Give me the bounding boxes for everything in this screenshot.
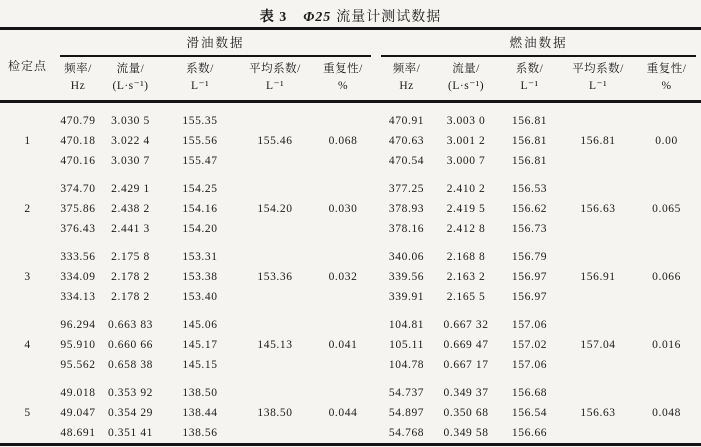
calibration-point-cell xyxy=(0,307,55,335)
group-header-fuel-oil-label: 燃油数据 xyxy=(381,30,696,57)
group-header-row xyxy=(0,29,701,58)
fuel-coefficient-cell: 156.73 xyxy=(511,223,548,235)
lube-frequency-cell: 49.018 xyxy=(60,387,96,399)
lube-repeatability-cell xyxy=(310,171,376,199)
lube-flow-cell: 0.658 38 xyxy=(107,359,154,371)
lube-coefficient-cell: 155.35 xyxy=(182,115,218,127)
fuel-flow-cell: 0.349 37 xyxy=(443,387,489,399)
lube-repeatability-cell: 0.032 xyxy=(328,271,358,283)
lube-average-cell xyxy=(240,102,310,132)
header-unit: Hz xyxy=(70,80,86,92)
fuel-repeatability-cell: 0.048 xyxy=(652,407,681,419)
data-row xyxy=(0,423,701,445)
fuel-repeatability-cell: 0.066 xyxy=(652,271,681,283)
fuel-average-cell: 156.91 xyxy=(580,271,616,283)
header-line: 系数/ xyxy=(186,63,214,75)
fuel-frequency-cell: 340.06 xyxy=(388,251,425,263)
column-header-fuel-coefficient xyxy=(495,57,564,102)
lube-average-cell: 145.13 xyxy=(257,339,293,351)
fuel-repeatability-cell xyxy=(632,171,701,199)
fuel-repeatability-cell xyxy=(632,239,701,267)
fuel-coefficient-cell: 156.79 xyxy=(511,251,548,263)
fuel-coefficient-cell: 156.81 xyxy=(511,155,548,167)
column-header-lube-frequency xyxy=(55,57,101,102)
lube-coefficient-cell: 138.50 xyxy=(182,387,218,399)
fuel-coefficient-cell: 157.06 xyxy=(511,359,548,371)
fuel-average-cell: 157.04 xyxy=(580,339,616,351)
lube-repeatability-cell xyxy=(310,375,376,403)
lube-flow-cell: 0.660 66 xyxy=(107,339,154,351)
calibration-point-cell xyxy=(0,239,55,267)
column-header-lube-average-coefficient xyxy=(240,57,310,102)
calibration-point-cell xyxy=(0,375,55,403)
lube-flow-cell: 2.178 2 xyxy=(111,291,150,303)
lube-frequency-cell: 48.691 xyxy=(60,427,96,439)
fuel-flow-cell: 2.168 8 xyxy=(446,251,486,263)
lube-repeatability-cell: 0.030 xyxy=(328,203,358,215)
calibration-point-cell: 2 xyxy=(24,203,31,215)
column-header-lube-repeatability xyxy=(310,57,376,102)
group-header-fuel-oil xyxy=(376,29,701,58)
lube-flow-cell: 0.353 92 xyxy=(107,387,154,399)
fuel-frequency-cell: 377.25 xyxy=(388,183,425,195)
column-header-calibration-point: 检定点 xyxy=(0,29,55,102)
fuel-coefficient-cell: 156.97 xyxy=(511,271,548,283)
fuel-frequency-cell: 470.63 xyxy=(388,135,425,147)
fuel-flow-cell: 0.667 32 xyxy=(443,319,489,331)
column-header-lube-coefficient xyxy=(160,57,240,102)
lube-coefficient-cell: 138.44 xyxy=(182,407,218,419)
fuel-average-cell xyxy=(564,307,632,335)
calibration-point-cell xyxy=(0,219,55,239)
fuel-flow-cell: 2.412 8 xyxy=(446,223,486,235)
group-header-lube-oil xyxy=(55,29,376,58)
fuel-coefficient-cell: 157.06 xyxy=(511,319,548,331)
lube-flow-cell: 2.429 1 xyxy=(111,183,150,195)
lube-frequency-cell: 374.70 xyxy=(60,183,96,195)
calibration-point-cell xyxy=(0,423,55,445)
data-row xyxy=(0,219,701,239)
fuel-coefficient-cell: 157.02 xyxy=(511,339,548,351)
sub-header-row xyxy=(0,57,701,102)
lube-repeatability-cell xyxy=(310,423,376,445)
fuel-repeatability-cell xyxy=(632,287,701,307)
lube-flow-cell: 2.178 2 xyxy=(111,271,150,283)
lube-average-cell xyxy=(240,375,310,403)
lube-frequency-cell: 95.910 xyxy=(60,339,96,351)
header-unit: L⁻¹ xyxy=(520,80,539,92)
table-number: 表 3 xyxy=(259,10,288,25)
data-row xyxy=(0,267,701,287)
fuel-flow-cell: 2.165 5 xyxy=(446,291,486,303)
header-line: 流量/ xyxy=(452,63,480,75)
header-line: 系数/ xyxy=(515,63,544,75)
fuel-flow-cell: 0.669 47 xyxy=(443,339,489,351)
fuel-repeatability-cell xyxy=(632,355,701,375)
fuel-average-cell xyxy=(564,151,632,171)
lube-flow-cell: 3.030 7 xyxy=(111,155,150,167)
lube-repeatability-cell xyxy=(310,151,376,171)
fuel-average-cell: 156.81 xyxy=(580,135,616,147)
table-body xyxy=(0,102,701,445)
table-header xyxy=(0,29,701,102)
lube-coefficient-cell: 154.20 xyxy=(182,223,218,235)
header-line: 频率/ xyxy=(64,63,92,75)
fuel-coefficient-cell: 156.81 xyxy=(511,135,548,147)
header-unit: (L·s⁻¹) xyxy=(112,80,149,92)
fuel-frequency-cell: 104.81 xyxy=(388,319,425,331)
lube-flow-cell: 2.438 2 xyxy=(111,203,150,215)
lube-repeatability-cell: 0.068 xyxy=(328,135,358,147)
lube-repeatability-cell: 0.044 xyxy=(328,407,358,419)
fuel-repeatability-cell: 0.065 xyxy=(652,203,681,215)
fuel-flow-cell: 2.419 5 xyxy=(446,203,486,215)
lube-average-cell xyxy=(240,239,310,267)
lube-flow-cell: 2.175 8 xyxy=(111,251,150,263)
lube-average-cell: 138.50 xyxy=(257,407,293,419)
data-row xyxy=(0,151,701,171)
fuel-repeatability-cell xyxy=(632,423,701,445)
fuel-frequency-cell: 105.11 xyxy=(389,339,424,351)
lube-frequency-cell: 96.294 xyxy=(60,319,96,331)
fuel-average-cell xyxy=(564,239,632,267)
calibration-point-cell: 5 xyxy=(24,407,31,419)
lube-repeatability-cell xyxy=(310,239,376,267)
lube-repeatability-cell xyxy=(310,307,376,335)
fuel-flow-cell: 0.349 58 xyxy=(443,427,489,439)
fuel-frequency-cell: 378.16 xyxy=(388,223,425,235)
header-unit: % xyxy=(337,80,349,92)
column-header-lube-flow xyxy=(101,57,160,102)
lube-frequency-cell: 470.79 xyxy=(60,115,96,127)
lube-average-cell xyxy=(240,355,310,375)
fuel-frequency-cell: 54.897 xyxy=(388,407,425,419)
lube-flow-cell: 3.022 4 xyxy=(111,135,150,147)
fuel-flow-cell: 0.667 17 xyxy=(443,359,489,371)
data-row xyxy=(0,335,701,355)
fuel-flow-cell: 2.163 2 xyxy=(446,271,486,283)
lube-coefficient-cell: 153.38 xyxy=(182,271,218,283)
lube-flow-cell: 0.663 83 xyxy=(107,319,154,331)
data-row xyxy=(0,307,701,335)
header-unit: % xyxy=(661,80,672,92)
lube-frequency-cell: 376.43 xyxy=(60,223,96,235)
data-row xyxy=(0,239,701,267)
fuel-repeatability-cell: 0.016 xyxy=(652,339,681,351)
flowmeter-test-data-table xyxy=(0,27,701,446)
fuel-frequency-cell: 470.91 xyxy=(388,115,425,127)
data-row xyxy=(0,102,701,132)
fuel-flow-cell: 2.410 2 xyxy=(446,183,486,195)
header-unit: Hz xyxy=(399,80,414,92)
fuel-repeatability-cell xyxy=(632,219,701,239)
fuel-flow-cell: 3.001 2 xyxy=(446,135,486,147)
lube-average-cell xyxy=(240,287,310,307)
fuel-coefficient-cell: 156.53 xyxy=(511,183,548,195)
data-row xyxy=(0,403,701,423)
lube-frequency-cell: 49.047 xyxy=(60,407,96,419)
fuel-average-cell xyxy=(564,219,632,239)
lube-average-cell xyxy=(240,151,310,171)
fuel-coefficient-cell: 156.81 xyxy=(511,115,548,127)
fuel-repeatability-cell xyxy=(632,151,701,171)
fuel-average-cell: 156.63 xyxy=(580,203,616,215)
lube-frequency-cell: 95.562 xyxy=(60,359,96,371)
lube-average-cell: 153.36 xyxy=(257,271,293,283)
lube-flow-cell: 3.030 5 xyxy=(111,115,150,127)
fuel-average-cell: 156.63 xyxy=(580,407,616,419)
data-row xyxy=(0,375,701,403)
lube-frequency-cell: 470.16 xyxy=(60,155,96,167)
header-unit: L⁻¹ xyxy=(190,80,210,92)
lube-flow-cell: 2.441 3 xyxy=(111,223,150,235)
lube-coefficient-cell: 155.56 xyxy=(182,135,218,147)
header-unit: L⁻¹ xyxy=(265,80,285,92)
fuel-average-cell xyxy=(564,423,632,445)
fuel-frequency-cell: 378.93 xyxy=(388,203,425,215)
fuel-average-cell xyxy=(564,287,632,307)
lube-coefficient-cell: 153.31 xyxy=(182,251,218,263)
header-line: 流量/ xyxy=(116,63,145,75)
lube-coefficient-cell: 145.15 xyxy=(182,359,218,371)
flowmeter-model: Φ25 xyxy=(303,10,332,25)
fuel-frequency-cell: 104.78 xyxy=(388,359,425,371)
lube-coefficient-cell: 153.40 xyxy=(182,291,218,303)
fuel-average-cell xyxy=(564,102,632,132)
lube-average-cell xyxy=(240,307,310,335)
column-header-fuel-average-coefficient xyxy=(564,57,632,102)
lube-repeatability-cell: 0.041 xyxy=(328,339,358,351)
calibration-point-cell xyxy=(0,355,55,375)
lube-average-cell: 155.46 xyxy=(257,135,293,147)
lube-average-cell: 154.20 xyxy=(257,203,293,215)
calibration-point-cell: 1 xyxy=(24,135,31,147)
lube-coefficient-cell: 155.47 xyxy=(182,155,218,167)
fuel-frequency-cell: 470.54 xyxy=(388,155,425,167)
lube-frequency-cell: 375.86 xyxy=(60,203,96,215)
lube-average-cell xyxy=(240,423,310,445)
header-line: 重复性/ xyxy=(646,63,687,75)
lube-repeatability-cell xyxy=(310,355,376,375)
lube-frequency-cell: 334.09 xyxy=(60,271,96,283)
lube-average-cell xyxy=(240,219,310,239)
fuel-average-cell xyxy=(564,375,632,403)
lube-coefficient-cell: 145.06 xyxy=(182,319,218,331)
calibration-point-cell: 4 xyxy=(24,339,31,351)
fuel-frequency-cell: 339.91 xyxy=(388,291,425,303)
fuel-frequency-cell: 339.56 xyxy=(388,271,425,283)
lube-frequency-cell: 470.18 xyxy=(60,135,96,147)
lube-coefficient-cell: 154.16 xyxy=(182,203,218,215)
data-row xyxy=(0,171,701,199)
lube-frequency-cell: 333.56 xyxy=(60,251,96,263)
fuel-coefficient-cell: 156.68 xyxy=(511,387,548,399)
data-row xyxy=(0,287,701,307)
table-name: 流量计测试数据 xyxy=(336,10,442,25)
fuel-frequency-cell: 54.768 xyxy=(388,427,425,439)
fuel-average-cell xyxy=(564,355,632,375)
fuel-average-cell xyxy=(564,171,632,199)
fuel-flow-cell: 3.003 0 xyxy=(446,115,486,127)
calibration-point-cell xyxy=(0,171,55,199)
lube-coefficient-cell: 138.56 xyxy=(182,427,218,439)
lube-average-cell xyxy=(240,171,310,199)
header-line: 重复性/ xyxy=(323,63,363,75)
data-row xyxy=(0,131,701,151)
lube-repeatability-cell xyxy=(310,102,376,132)
header-unit: L⁻¹ xyxy=(589,80,608,92)
lube-repeatability-cell xyxy=(310,219,376,239)
fuel-coefficient-cell: 156.66 xyxy=(511,427,548,439)
lube-flow-cell: 0.351 41 xyxy=(107,427,154,439)
lube-flow-cell: 0.354 29 xyxy=(107,407,154,419)
data-row xyxy=(0,355,701,375)
data-row xyxy=(0,199,701,219)
column-header-fuel-flow xyxy=(437,57,495,102)
column-header-fuel-frequency xyxy=(376,57,437,102)
calibration-point-cell: 3 xyxy=(24,271,31,283)
header-unit: (L·s⁻¹) xyxy=(448,80,485,92)
header-line: 平均系数/ xyxy=(572,63,624,75)
fuel-coefficient-cell: 156.54 xyxy=(511,407,548,419)
lube-coefficient-cell: 154.25 xyxy=(182,183,218,195)
fuel-repeatability-cell xyxy=(632,375,701,403)
table-title xyxy=(0,0,701,27)
lube-coefficient-cell: 145.17 xyxy=(182,339,218,351)
header-line: 频率/ xyxy=(392,63,421,75)
group-header-lube-oil-label: 滑油数据 xyxy=(60,30,371,57)
fuel-frequency-cell: 54.737 xyxy=(388,387,425,399)
fuel-flow-cell: 3.000 7 xyxy=(446,155,486,167)
fuel-flow-cell: 0.350 68 xyxy=(443,407,489,419)
fuel-repeatability-cell: 0.00 xyxy=(655,135,678,147)
calibration-point-cell xyxy=(0,151,55,171)
lube-repeatability-cell xyxy=(310,287,376,307)
calibration-point-cell xyxy=(0,287,55,307)
fuel-coefficient-cell: 156.62 xyxy=(511,203,548,215)
column-header-fuel-repeatability xyxy=(632,57,701,102)
lube-frequency-cell: 334.13 xyxy=(60,291,96,303)
calibration-point-cell xyxy=(0,102,55,132)
fuel-repeatability-cell xyxy=(632,102,701,132)
fuel-coefficient-cell: 156.97 xyxy=(511,291,548,303)
fuel-repeatability-cell xyxy=(632,307,701,335)
header-line: 平均系数/ xyxy=(249,63,301,75)
